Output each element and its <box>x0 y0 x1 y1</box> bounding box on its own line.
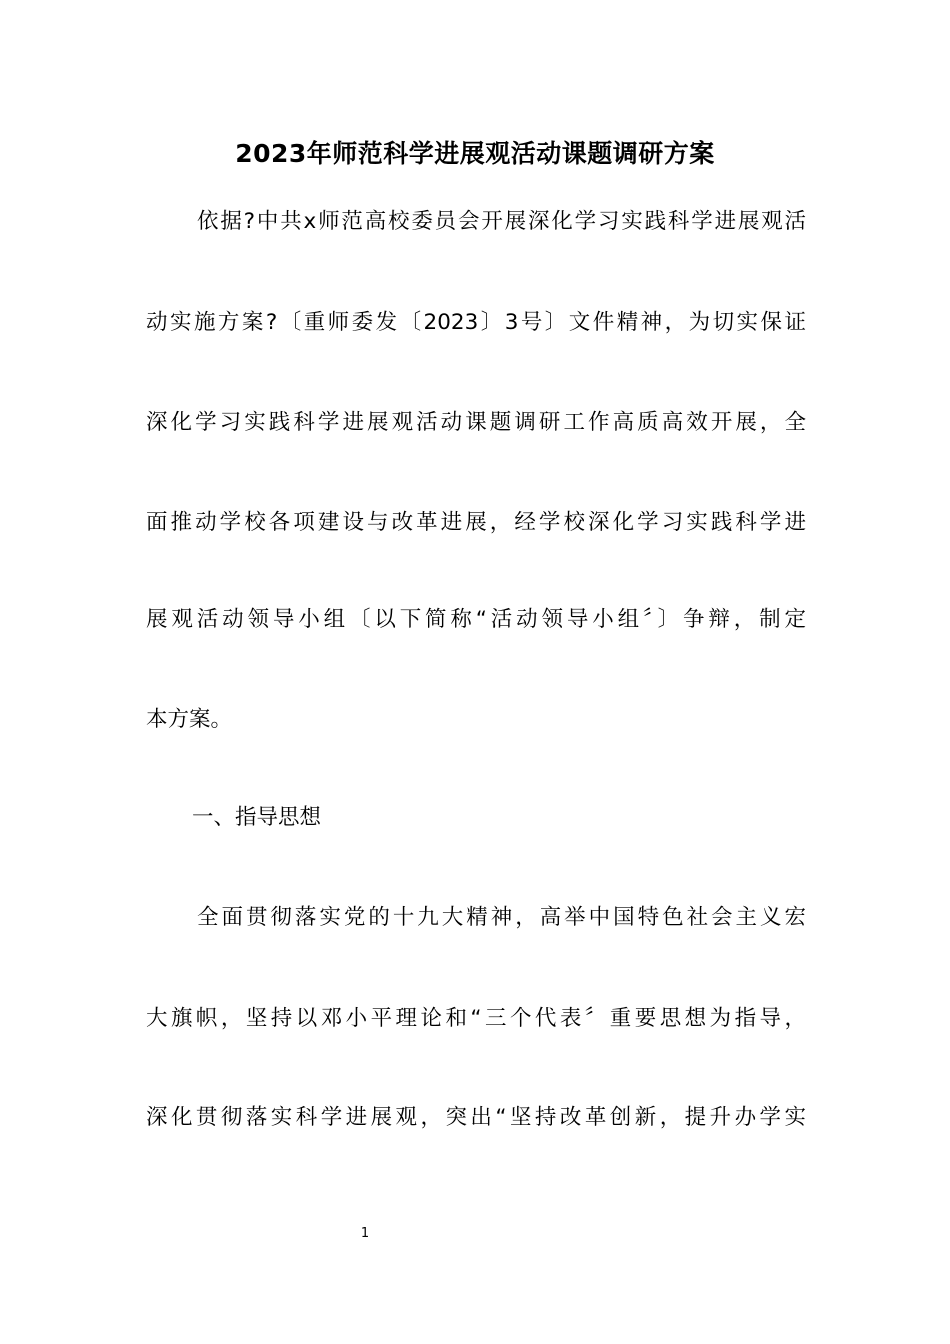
paragraph-line: 大旗帜，坚持以邓小平理论和“三个代表〞重要思想为指导， <box>146 1006 806 1031</box>
page-number: 1 <box>360 1226 370 1241</box>
paragraph-line: 面推动学校各项建设与改革进展，经学校深化学习实践科学进 <box>146 510 806 535</box>
paragraph-line: 依据?中共x师范高校委员会开展深化学习实践科学进展观活 <box>197 209 806 234</box>
paragraph-line: 展观活动领导小组〔以下简称“活动领导小组〞〕争辩，制定 <box>146 607 806 632</box>
paragraph-line: 本方案。 <box>146 707 233 732</box>
section-heading: 一、指导思想 <box>192 805 322 830</box>
paragraph-line: 深化学习实践科学进展观活动课题调研工作高质高效开展，全 <box>146 410 806 435</box>
paragraph-line: 深化贯彻落实科学进展观，突出“坚持改革创新，提升办学实 <box>146 1105 806 1130</box>
paragraph-line: 全面贯彻落实党的十九大精神，高举中国特色社会主义宏 <box>197 905 806 930</box>
paragraph-line: 动实施方案?〔重师委发〔2023〕3号〕文件精神，为切实保证 <box>146 310 806 335</box>
document-title: 2023年师范科学进展观活动课题调研方案 <box>235 139 715 168</box>
